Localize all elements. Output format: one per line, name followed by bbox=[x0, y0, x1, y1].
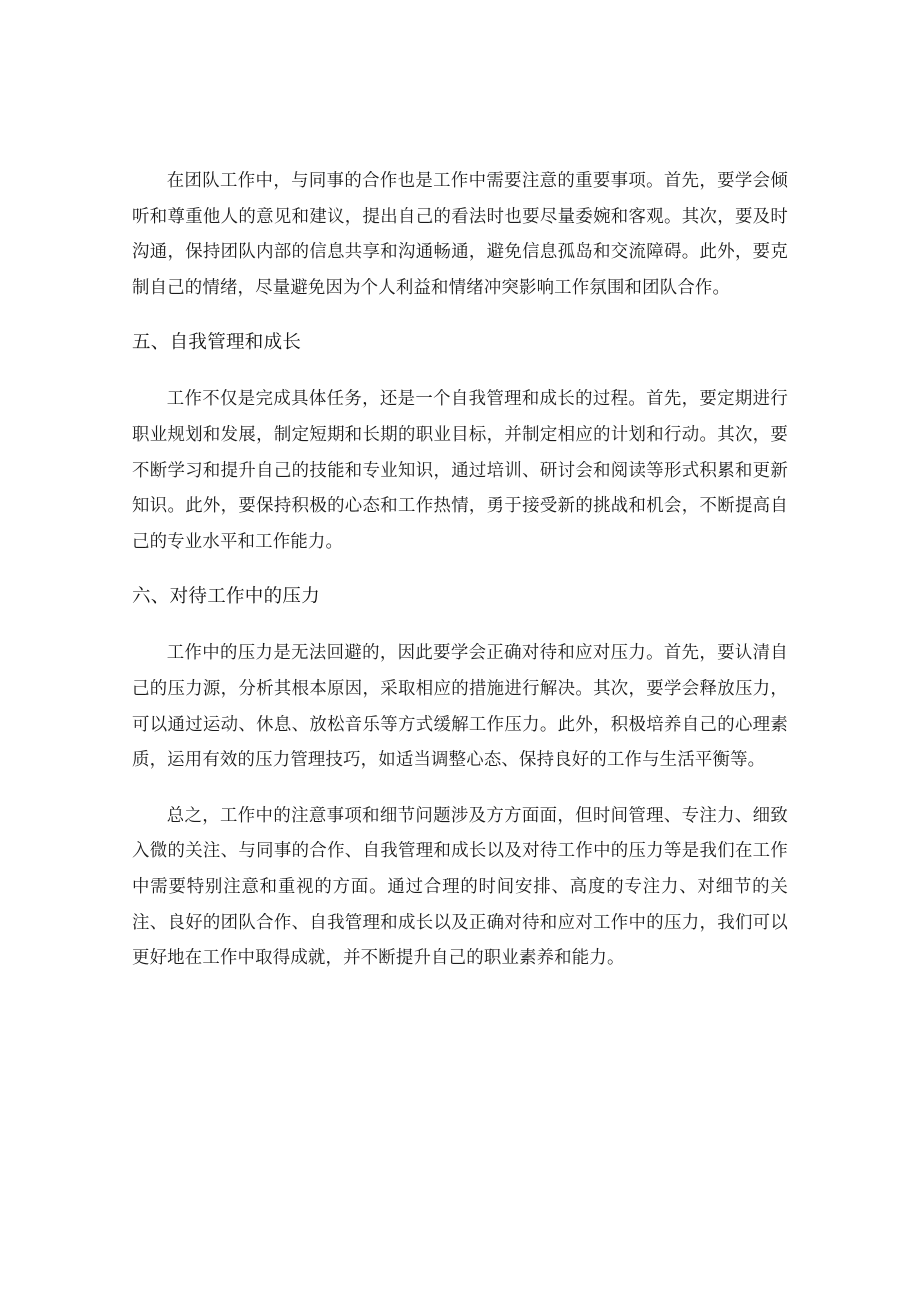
spacer bbox=[132, 358, 788, 382]
spacer bbox=[132, 560, 788, 582]
section-heading-self-management: 五、自我管理和成长 bbox=[132, 332, 302, 354]
spacer bbox=[132, 779, 788, 799]
paragraph-conclusion: 总之，工作中的注意事项和细节问题涉及方方面面，但时间管理、专注力、细致入微的关注、与同事的合作、自我管理和成长以及对待工作中的压力等是我们在工作中需要特别注意和重视的方面。通过合理的时间安排、高度的专注力、对细节的关注、良好的团队合作、自我管理和成长以及正确对待和应对工作中的压力，我们可以更好地在工作中取得成就，并不断提升自己的职业素养和能力。 bbox=[132, 805, 788, 969]
spacer bbox=[132, 306, 788, 328]
paragraph-work-pressure: 工作中的压力是无法回避的，因此要学会正确对待和应对压力。首先，要认清自己的压力源，分析其根本原因，采取相应的措施进行解决。其次，要学会释放压力，可以通过运动、休息、放松音乐等方式缓解工作压力。此外，积极培养自己的心理素质，运用有效的压力管理技巧，如适当调整心态、保持良好的工作与生活平衡等。 bbox=[132, 643, 788, 771]
paragraph-team-cooperation: 在团队工作中，与同事的合作也是工作中需要注意的重要事项。首先，要学会倾听和尊重他人的意见和建议，提出自己的看法时也要尽量委婉和客观。其次，要及时沟通，保持团队内部的信息共享和沟通畅通，避免信息孤岛和交流障碍。此外，要克制自己的情绪，尽量避免因为个人利益和情绪冲突影响工作氛围和团队合作。 bbox=[132, 171, 788, 298]
paragraph-self-management: 工作不仅是完成具体任务，还是一个自我管理和成长的过程。首先，要定期进行职业规划和发展，制定短期和长期的职业目标，并制定相应的计划和行动。其次，要不断学习和提升自己的技能和专业知识，通过培训、研讨会和阅读等形式积累和更新知识。此外，要保持积极的心态和工作热情，勇于接受新的挑战和机会，不断提高自己的专业水平和工作能力。 bbox=[132, 389, 788, 552]
section-heading-work-pressure: 六、对待工作中的压力 bbox=[132, 586, 321, 608]
document-body bbox=[132, 164, 788, 977]
spacer bbox=[132, 612, 788, 636]
